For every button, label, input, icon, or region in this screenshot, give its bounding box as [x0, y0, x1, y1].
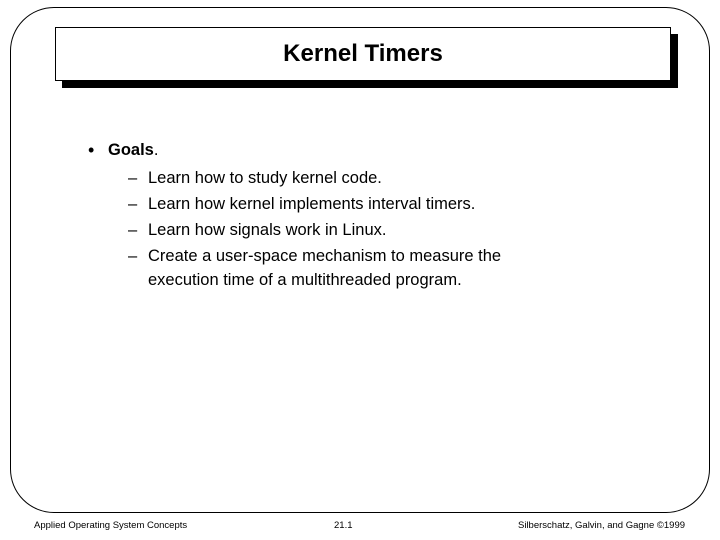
list-item-text: Create a user-space mechanism to measure the execution time of a multithreaded program. [148, 247, 502, 289]
list-item-text: Learn how kernel implements interval timers. [148, 195, 476, 213]
slide-content [88, 138, 648, 294]
list-item [128, 244, 648, 292]
list-item [128, 166, 648, 190]
list-item [128, 218, 648, 242]
list-item-text: Learn how to study kernel code. [148, 169, 382, 187]
list-item [128, 192, 648, 216]
goals-sub-list [88, 166, 648, 292]
footer-course-title: Applied Operating System Concepts [34, 520, 188, 531]
goals-suffix: . [153, 141, 159, 159]
title-box [55, 27, 671, 81]
en-dash-icon: – [128, 169, 138, 187]
list-item-text: Learn how signals work in Linux. [148, 221, 387, 239]
footer-slide-number: 21.1 [334, 520, 353, 531]
slide-title: Kernel Timers [283, 40, 443, 67]
en-dash-icon: – [128, 247, 138, 265]
en-dash-icon: – [128, 195, 138, 213]
bullet-text [108, 138, 158, 162]
footer-authors: Silberschatz, Galvin, and Gagne ©1999 [518, 520, 686, 531]
bullet-dot-icon: • [88, 140, 95, 160]
goals-label: Goals [108, 141, 154, 159]
en-dash-icon: – [128, 221, 138, 239]
bullet-goals [88, 138, 648, 162]
